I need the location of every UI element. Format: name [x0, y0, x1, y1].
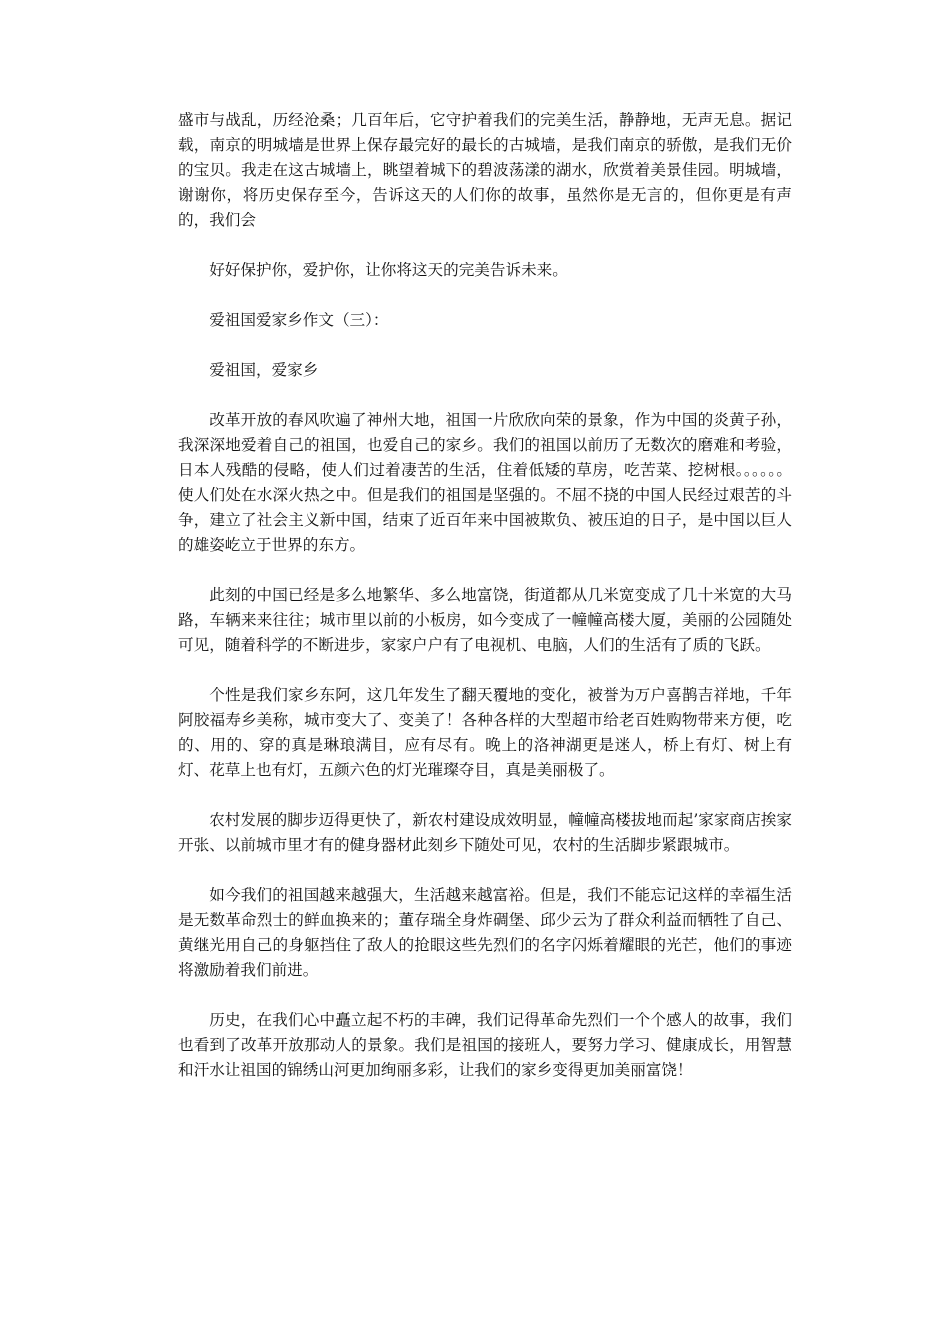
essay-title: 爱祖国，爱家乡 [209, 361, 319, 379]
paragraph-protect: 好好保护你，爱护你，让你将这天的完美告诉未来。 [209, 261, 568, 279]
document-page [178, 108, 792, 1083]
paragraph-countryside: 农村发展的脚步迈得更快了，新农村建设成效明显，幢幢高楼拔地而起’家家商店挨家开张、以前城市里才有的健身器材此刻乡下随处可见，农村的生活脚步紧跟城市。 [178, 811, 792, 854]
paragraph-prosperity: 此刻的中国已经是多么地繁华、多么地富饶，街道都从几米宽变成了几十米宽的大马路，车辆来来往往；城市里以前的小板房，如今变成了一幢幢高楼大厦，美丽的公园随处可见，随着科学的不断进步，家家户户有了电视机、电脑，人们的生活有了质的飞跃。 [178, 586, 792, 654]
paragraph-continuation: 盛市与战乱，历经沧桑；几百年后，它守护着我们的完美生活，静静地，无声无息。据记载，南京的明城墙是世界上保存最完好的最长的古城墙，是我们南京的骄傲，是我们无价的宝贝。我走在这古城墙上，眺望着城下的碧波荡漾的湖水，欣赏着美景佳园。明城墙，谢谢你，将历史保存至今，告诉这天的人们你的故事，虽然你是无言的，但你更是有声的，我们会 [178, 111, 792, 229]
paragraph-martyrs: 如今我们的祖国越来越强大，生活越来越富裕。但是，我们不能忘记这样的幸福生活是无数革命烈士的鲜血换来的；董存瑞全身炸碉堡、邱少云为了群众利益而牺牲了自己、黄继光用自己的身躯挡住了敌人的抢眼这些先烈们的名字闪烁着耀眼的光芒，他们的事迹将激励着我们前进。 [178, 886, 792, 979]
paragraph-history: 历史，在我们心中矗立起不朽的丰碑，我们记得革命先烈们一个个感人的故事，我们也看到了改革开放那动人的景象。我们是祖国的接班人，要努力学习、健康成长，用智慧和汗水让祖国的锦绣山河更加绚丽多彩，让我们的家乡变得更加美丽富饶！ [178, 1011, 792, 1079]
essay-heading: 爱祖国爱家乡作文（三）： [209, 311, 389, 329]
paragraph-reform: 改革开放的春风吹遍了神州大地，祖国一片欣欣向荣的景象，作为中国的炎黄子孙，我深深地爱着自己的祖国，也爱自己的家乡。我们的祖国以前历了无数次的磨难和考验，日本人残酷的侵略，使人们过着凄苦的生活，住着低矮的草房，吃苦菜、挖树根。。。。。。使人们处在水深火热之中。但是我们的祖国是坚强的。不屈不挠的中国人民经过艰苦的斗争，建立了社会主义新中国，结束了近百年来中国被欺负、被压迫的日子，是中国以巨人的雄姿屹立于世界的东方。 [178, 411, 792, 554]
paragraph-hometown: 个性是我们家乡东阿，这几年发生了翻天覆地的变化，被誉为万户喜鹊吉祥地，千年阿胶福寿乡美称，城市变大了、变美了！各种各样的大型超市给老百姓购物带来方便，吃的、用的、穿的真是琳琅满目，应有尽有。晚上的洛神湖更是迷人，桥上有灯、树上有灯、花草上也有灯，五颜六色的灯光璀璨夺目，真是美丽极了。 [178, 686, 792, 779]
